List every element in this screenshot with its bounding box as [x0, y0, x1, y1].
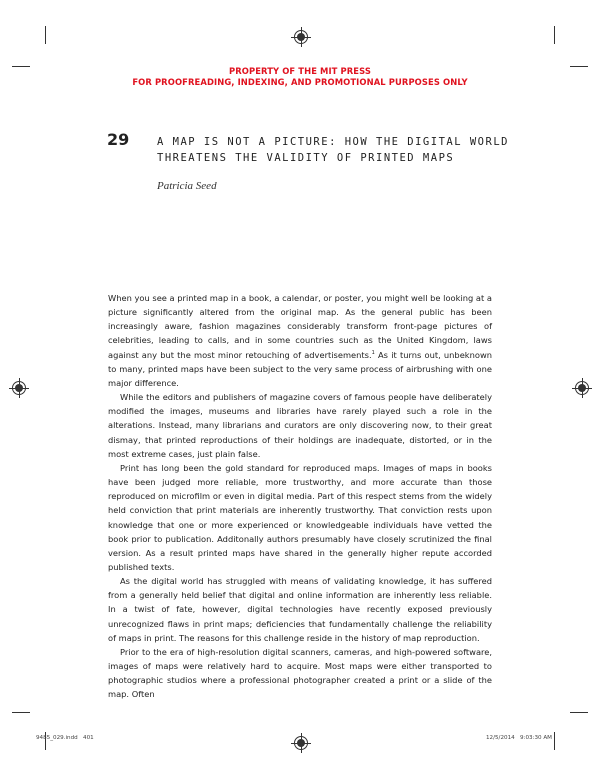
- registration-mark-top-icon: [294, 30, 308, 44]
- paragraph-5: Prior to the era of high-resolution digital scanners, cameras, and high-powered software, images of maps were relatively hard to acquire. Most maps were either transported to photographic studios where a professional photographer created a print or a slide of the map. Often: [108, 646, 492, 700]
- chapter-number: 29: [107, 130, 130, 149]
- crop-mark-bottom-left-h: [12, 712, 30, 713]
- registration-mark-left-icon: [12, 381, 26, 395]
- crop-mark-top-left: [45, 26, 46, 44]
- footnote-ref-1[interactable]: 1: [371, 349, 375, 356]
- watermark-line-2: FOR PROOFREADING, INDEXING, AND PROMOTIONAL PURPOSES ONLY: [132, 77, 468, 87]
- crop-mark-bottom-right-h: [570, 712, 588, 713]
- registration-mark-bottom-icon: [294, 736, 308, 750]
- chapter-title-line-1: A MAP IS NOT A PICTURE: HOW THE DIGITAL WORLD: [157, 136, 509, 148]
- crop-mark-bottom-right: [554, 732, 555, 750]
- proof-watermark: [0, 66, 600, 88]
- chapter-title-line-2: THREATENS THE VALIDITY OF PRINTED MAPS: [157, 152, 455, 164]
- body-text: [108, 291, 492, 702]
- slug-timestamp: 12/5/2014 9:03:30 AM: [486, 735, 553, 741]
- crop-mark-top-right: [554, 26, 555, 44]
- paragraph-1: [108, 291, 492, 390]
- chapter-author: Patricia Seed: [157, 180, 217, 192]
- paragraph-3: Print has long been the gold standard for reproduced maps. Images of maps in books have been judged more reliable, more trustworthy, and more accurate than those reproduced on microfilm or even in digital media. Part of this respect stems from the widely held conviction that print materials are inherently trustworthy. That conviction rests upon knowledge that one or more experienced or knowledgeable individuals have vetted the book prior to publication. Additonally authors presumably have closely scrutinized the final version. As a result printed maps have shared in the generally higher repute accorded published texts.: [108, 462, 492, 572]
- paragraph-1-text-cont: As it turns out, unbeknown to many, printed maps have been subject to the very same process of airbrushing with one major difference.: [108, 349, 492, 388]
- paragraph-4: As the digital world has struggled with means of validating knowledge, it has suffered from a generally held belief that digital and online information are inherently less reliable. In a twist of fate, however, digital technologies have recently exposed previously unrecognized flaws in print maps; deficiencies that fundamentally challenge the reliability of maps in print. The reasons for this challenge reside in the history of map reproduction.: [108, 576, 492, 643]
- watermark-line-1: PROPERTY OF THE MIT PRESS: [228, 66, 372, 76]
- paragraph-2: While the editors and publishers of magazine covers of famous people have deliberately modified the images, museums and libraries have rarely played such a role in the alterations. Instead, many librarians and curators are only discovering now, to their great dismay, that printed reproductions of their holdings are inadequate, distorted, or in the most extreme cases, just plain false.: [108, 392, 492, 459]
- chapter-title: [157, 134, 517, 166]
- paragraph-1-text: When you see a printed map in a book, a calendar, or poster, you might well be looking at a picture significantly altered from the original map. As the general public has been increasingly aware, fashion magazines considerably transform front-page pictures of celebrities, leading to calls, and in some countries such as the United Kingdom, laws against any but the most minor retouching of advertisements.: [108, 293, 492, 360]
- slug-file-info: 9485_029.indd 401: [36, 735, 94, 741]
- registration-mark-right-icon: [575, 381, 589, 395]
